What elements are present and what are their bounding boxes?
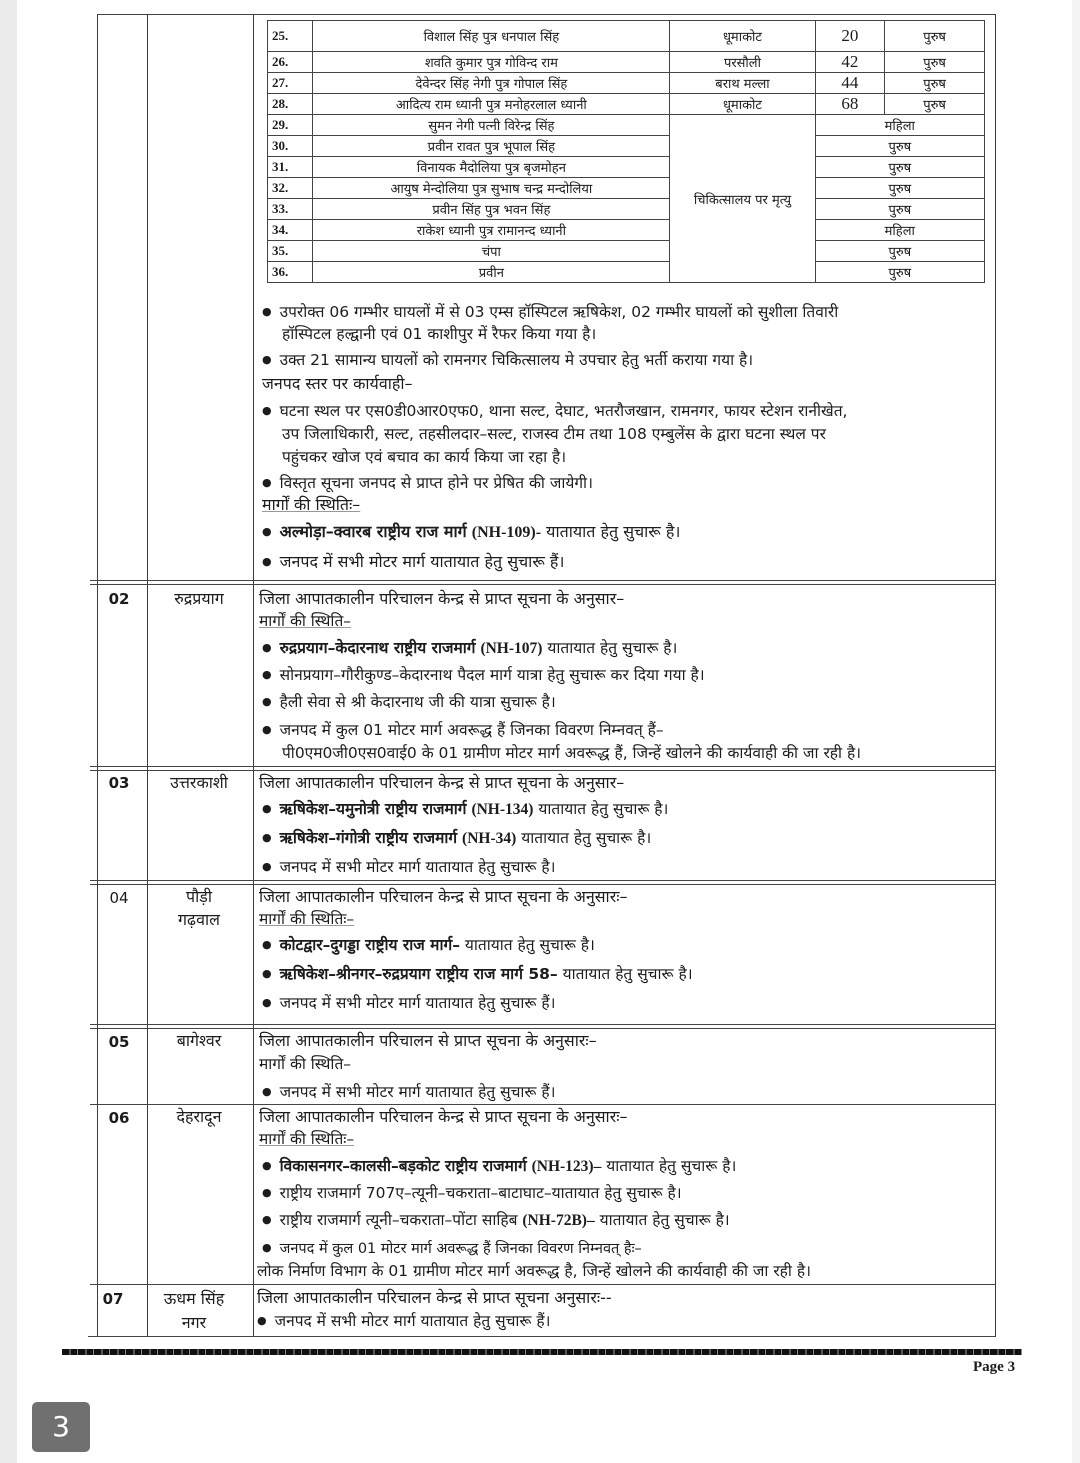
district-intro: जिला आपातकालीन परिचालन से प्राप्त सूचना के अनुसारः– xyxy=(259,1031,597,1050)
person-place: बराथ मल्ला xyxy=(670,73,815,94)
person-age: 20 xyxy=(815,21,885,52)
table-top-border xyxy=(97,14,995,15)
road-item: ● ऋषिकेश–श्रीनगर–रुद्रप्रयाग राष्ट्रीय राज मार्ग 58– यातायात हेतु सुचारू है। xyxy=(262,963,693,987)
almora-rescue-cont1: उप जिलाधिकारी, सल्ट, तहसीलदार–सल्ट, राजस्व टीम तथा 108 एम्बुलेंस के द्वारा घटना स्थल पर xyxy=(282,425,826,443)
person-sex: पुरुष xyxy=(815,157,984,178)
table-row xyxy=(268,178,985,199)
person-name: चंपा xyxy=(313,241,670,262)
district-intro: जिला आपातकालीन परिचालन केन्द्र से प्राप्त सूचना के अनुसारः– xyxy=(259,887,628,906)
person-sex: महिला xyxy=(815,220,984,241)
person-name: देवेन्दर सिंह नेगी पुत्र गोपाल सिंह xyxy=(313,73,670,94)
person-name: सुमन नेगी पत्नी विरेन्द्र सिंह xyxy=(313,115,670,136)
almora-bullet-injured: ● उक्त 21 सामान्य घायलों को रामनगर चिकित्सालय मे उपचार हेतु भर्ती कराया गया है। xyxy=(262,349,753,373)
row-number: 26. xyxy=(268,52,313,73)
table-row xyxy=(268,21,985,52)
row-number: 36. xyxy=(268,262,313,283)
almora-action-heading: जनपद स्तर पर कार्यवाही– xyxy=(262,374,413,393)
almora-road-nh109: ● अल्मोड़ा–क्वारब राष्ट्रीय राज मार्ग (NH-109)- यातायात हेतु सुचारू है। xyxy=(262,521,680,545)
district-sno: 06 xyxy=(108,1109,130,1127)
row-number: 30. xyxy=(268,136,313,157)
row-divider xyxy=(90,1104,995,1105)
row-number: 25. xyxy=(268,21,313,52)
person-name: शवति कुमार पुत्र गोविन्द राम xyxy=(313,52,670,73)
person-sex: पुरुष xyxy=(815,262,984,283)
viewer-left-margin xyxy=(0,0,17,1463)
person-sex: पुरुष xyxy=(815,178,984,199)
road-item: ● विकासनगर–कालसी–बड़कोट राष्ट्रीय राजमार्ग (NH-123)– यातायात हेतु सुचारू है। xyxy=(262,1155,736,1179)
row-divider xyxy=(90,766,995,771)
person-age: 68 xyxy=(815,94,885,115)
road-item: ● सोनप्रयाग–गौरीकुण्ड–केदारनाथ पैदल मार्ग यात्रा हेतु सुचारू कर दिया गया है। xyxy=(262,664,705,688)
person-name: विशाल सिंह पुत्र धनपाल सिंह xyxy=(313,21,670,52)
person-age: 42 xyxy=(815,52,885,73)
row-number: 27. xyxy=(268,73,313,94)
person-name: प्रवीन रावत पुत्र भूपाल सिंह xyxy=(313,136,670,157)
table-row xyxy=(268,157,985,178)
person-sex: पुरुष xyxy=(815,136,984,157)
road-item: ● राष्ट्रीय राजमार्ग 707ए–त्यूनी–चकराता–बाटाघाट–यातायात हेतु सुचारू है। xyxy=(262,1182,682,1206)
person-name: विनायक मैदोलिया पुत्र बृजमोहन xyxy=(313,157,670,178)
road-item: ● जनपद में कुल 01 मोटर मार्ग अवरूद्ध हैं जिनका विवरण निम्नवत् हैः– xyxy=(262,1238,642,1261)
person-sex: पुरुष xyxy=(815,241,984,262)
person-sex: पुरुष xyxy=(885,94,985,115)
road-item: ● रुद्रप्रयाग–केदारनाथ राष्ट्रीय राजमार्ग (NH-107) यातायात हेतु सुचारू है। xyxy=(262,637,677,661)
row-number: 28. xyxy=(268,94,313,115)
table-row xyxy=(268,199,985,220)
row-number: 33. xyxy=(268,199,313,220)
district-name: रुद्रप्रयाग xyxy=(174,589,224,608)
roads-heading: मार्गों की स्थितिः– xyxy=(259,910,355,928)
road-item-cont: पी0एम0जी0एस0वाई0 के 01 ग्रामीण मोटर मार्ग अवरूद्ध हैं, जिन्हें खोलने की कार्यवाही की जा रही है। xyxy=(282,744,862,762)
district-name-line2: गढ़वाल xyxy=(178,910,220,929)
district-intro: जिला आपातकालीन परिचालन केन्द्र से प्राप्त सूचना अनुसारः-- xyxy=(257,1288,612,1307)
row-number: 32. xyxy=(268,178,313,199)
road-item: ● हैली सेवा से श्री केदारनाथ जी की यात्रा सुचारू है। xyxy=(262,691,556,715)
person-sex: पुरुष xyxy=(885,21,985,52)
table-row xyxy=(268,94,985,115)
almora-road-all: ● जनपद में सभी मोटर मार्ग यातायात हेतु सुचारू हैं। xyxy=(262,551,564,575)
person-name: प्रवीन xyxy=(313,262,670,283)
person-sex: पुरुष xyxy=(885,73,985,94)
district-name-line1: ऊधम सिंह xyxy=(163,1289,225,1308)
table-border-district xyxy=(253,14,254,1337)
road-item: ● जनपद में सभी मोटर मार्ग यातायात हेतु सुचारू है। xyxy=(262,856,556,880)
table-row xyxy=(268,262,985,283)
table-row xyxy=(268,136,985,157)
row-number: 35. xyxy=(268,241,313,262)
district-sno: 02 xyxy=(108,590,130,608)
row-divider xyxy=(90,1024,995,1029)
person-name: आयुष मेन्दोलिया पुत्र सुभाष चन्द्र मन्दोलिया xyxy=(313,178,670,199)
district-name: उत्तरकाशी xyxy=(170,773,228,792)
row-divider xyxy=(90,880,995,885)
viewer-right-margin xyxy=(1072,0,1080,1463)
footer-rule xyxy=(62,1349,1022,1355)
district-name: बागेश्वर xyxy=(176,1031,222,1050)
person-sex: पुरुष xyxy=(815,199,984,220)
table-row xyxy=(268,220,985,241)
district-intro: जिला आपातकालीन परिचालन केन्द्र से प्राप्त सूचना के अनुसार– xyxy=(259,589,625,608)
roads-heading: मार्गों की स्थितिः– xyxy=(259,1130,355,1148)
table-bottom-border xyxy=(88,1336,995,1337)
person-name: प्रवीन सिंह पुत्र भवन सिंह xyxy=(313,199,670,220)
table-row xyxy=(268,241,985,262)
person-age: 44 xyxy=(815,73,885,94)
roads-heading: मार्गों की स्थिति– xyxy=(259,612,352,630)
page-label: Page 3 xyxy=(973,1359,1016,1375)
almora-bullet-info: ● विस्तृत सूचना जनपद से प्राप्त होने पर प्रेषित की जायेगी। xyxy=(262,472,593,496)
almora-bullet-referral: ● उपरोक्त 06 गम्भीर घायलों में से 03 एम्स हॉस्पिटल ऋषिकेश, 02 गम्भीर घायलों को सुशीला तिवारी xyxy=(262,301,838,325)
road-item: ● ऋषिकेश–यमुनोत्री राष्ट्रीय राजमार्ग (NH-134) यातायात हेतु सुचारू है। xyxy=(262,798,668,822)
table-row xyxy=(268,115,985,136)
road-item: ● जनपद में सभी मोटर मार्ग यातायात हेतु सुचारू हैं। xyxy=(262,1081,556,1105)
district-name-line2: नगर xyxy=(181,1313,207,1332)
almora-bullet-rescue: ● घटना स्थल पर एस0डी0आर0एफ0, थाना सल्ट, देघाट, भतरौजखान, रामनगर, फायर स्टेशन रानीखेत, xyxy=(262,400,847,424)
person-sex: पुरुष xyxy=(885,52,985,73)
district-sno: 03 xyxy=(108,774,130,792)
almora-roads-heading: मार्गों की स्थितिः– xyxy=(262,495,361,514)
table-row xyxy=(268,73,985,94)
person-place: धूमाकोट xyxy=(670,21,815,52)
table-border-sno xyxy=(147,14,148,1337)
person-name: राकेश ध्यानी पुत्र रामानन्द ध्यानी xyxy=(313,220,670,241)
roads-heading: मार्गों की स्थिति– xyxy=(259,1055,352,1073)
row-divider xyxy=(90,580,995,585)
district-sno: 04 xyxy=(109,889,129,907)
road-item: ● कोटद्वार–दुगड्डा राष्ट्रीय राज मार्ग– यातायात हेतु सुचारू है। xyxy=(262,934,595,958)
district-sno: 05 xyxy=(108,1033,130,1051)
road-item: ● जनपद में कुल 01 मोटर मार्ग अवरूद्ध हैं जिनका विवरण निम्नवत् हैं– xyxy=(262,719,664,743)
district-sno: 07 xyxy=(102,1290,124,1308)
person-sex: महिला xyxy=(815,115,984,136)
road-item-cont: लोक निर्माण विभाग के 01 ग्रामीण मोटर मार्ग अवरूद्ध है, जिन्हें खोलने की कार्यवाही की जा रही है। xyxy=(257,1262,811,1280)
district-intro: जिला आपातकालीन परिचालन केन्द्र से प्राप्त सूचना के अनुसार– xyxy=(259,773,625,792)
district-name-line1: पौड़ी xyxy=(186,887,212,906)
person-name: आदित्य राम ध्यानी पुत्र मनोहरलाल ध्यानी xyxy=(313,94,670,115)
casualty-table xyxy=(267,20,985,283)
almora-referral-cont: हॉस्पिटल हल्द्वानी एवं 01 काशीपुर में रैफर किया गया है। xyxy=(282,325,597,343)
road-item: ● जनपद में सभी मोटर मार्ग यातायात हेतु सुचारू हैं। xyxy=(262,992,556,1016)
road-item: ● जनपद में सभी मोटर मार्ग यातायात हेतु सुचारू हैं। xyxy=(257,1310,551,1334)
person-place: परसौली xyxy=(670,52,815,73)
district-intro: जिला आपातकालीन परिचालन केन्द्र से प्राप्त सूचना के अनुसारः– xyxy=(259,1107,628,1126)
page-number-badge[interactable]: 3 xyxy=(32,1402,90,1452)
row-divider xyxy=(90,1284,995,1285)
hospital-death-cell: चिकित्सालय पर मृत्यु xyxy=(670,115,815,283)
table-border-right xyxy=(995,14,996,1337)
district-name: देहरादून xyxy=(176,1107,222,1126)
row-number: 31. xyxy=(268,157,313,178)
table-row xyxy=(268,52,985,73)
road-item: ● ऋषिकेश–गंगोत्री राष्ट्रीय राजमार्ग (NH-34) यातायात हेतु सुचारू है। xyxy=(262,827,651,851)
row-number: 29. xyxy=(268,115,313,136)
row-number: 34. xyxy=(268,220,313,241)
almora-rescue-cont2: पहुंचकर खोज एवं बचाव का कार्य किया जा रहा है। xyxy=(282,448,567,466)
road-item: ● राष्ट्रीय राजमार्ग त्यूनी–चकराता–पोंटा साहिब (NH-72B)– यातायात हेतु सुचारू है। xyxy=(262,1209,730,1233)
table-border-left xyxy=(97,14,98,1337)
person-place: धूमाकोट xyxy=(670,94,815,115)
